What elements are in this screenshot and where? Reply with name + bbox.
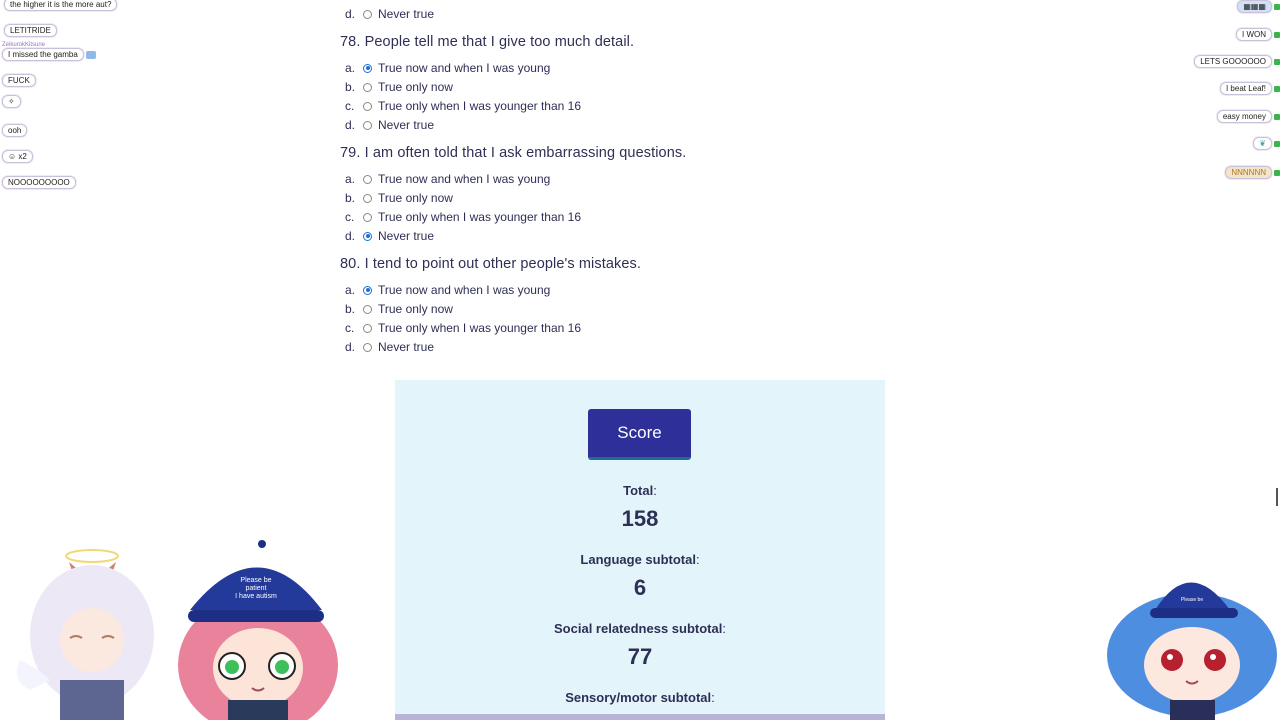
radio-78-d[interactable] <box>363 121 372 130</box>
chat-message <box>2 144 33 163</box>
avatar-overlay-left <box>0 540 345 720</box>
svg-text:Please be: Please be <box>1180 597 1204 603</box>
option-80-a[interactable] <box>345 281 550 299</box>
option-letter: c. <box>345 210 355 224</box>
option-label: True only when I was younger than 16 <box>378 321 582 335</box>
option-79-c[interactable] <box>345 208 581 226</box>
option-letter: a. <box>345 172 356 186</box>
chat-bubble: the higher it is the more aut? <box>4 0 117 11</box>
badge-icon <box>1274 170 1280 176</box>
option-letter: b. <box>345 80 356 94</box>
chat-message <box>4 0 117 11</box>
radio-80-b[interactable] <box>363 305 372 314</box>
option-label: Never true <box>378 7 435 21</box>
option-label: True only now <box>378 191 453 205</box>
question-title-78 <box>340 34 634 50</box>
chat-bubble-emote: ❦ <box>1253 137 1272 150</box>
emote-icon: ☺ <box>8 152 17 161</box>
badge-icon <box>1274 86 1280 92</box>
radio-80-d[interactable] <box>363 343 372 352</box>
radio-78-a[interactable] <box>363 64 372 73</box>
option-80-b[interactable] <box>345 300 453 318</box>
badge-icon <box>1274 114 1280 120</box>
option-79-a[interactable] <box>345 170 550 188</box>
option-label: True only now <box>378 302 453 316</box>
option-label: True only when I was younger than 16 <box>378 210 582 224</box>
chat-message <box>1210 0 1280 13</box>
avatar-overlay-right <box>1100 565 1280 720</box>
chat-bubble: I beat Leaf! <box>1220 82 1272 95</box>
question-text: People tell me that I give too much detail. <box>364 34 635 50</box>
chat-message <box>1180 76 1280 95</box>
option-79-b[interactable] <box>345 189 453 207</box>
chat-message <box>1180 22 1280 41</box>
white-haired-avatar <box>17 550 154 720</box>
radio-80-a[interactable] <box>363 286 372 295</box>
score-button[interactable]: Score <box>588 409 691 460</box>
radio-80-c[interactable] <box>363 324 372 333</box>
option-letter: b. <box>345 191 356 205</box>
option-letter: c. <box>345 321 355 335</box>
chat-bubble: ooh <box>2 124 27 137</box>
option-letter: a. <box>345 61 356 75</box>
radio-79-b[interactable] <box>363 194 372 203</box>
radio-79-a[interactable] <box>363 175 372 184</box>
pink-haired-avatar <box>178 540 338 720</box>
chat-bubble-emote: NNNNNN <box>1225 166 1272 179</box>
chat-bubble: LETS GOOOOOO <box>1194 55 1272 68</box>
chat-bubble: ☺ x2 <box>2 150 33 163</box>
chat-message <box>1160 49 1280 68</box>
chat-message <box>2 170 76 189</box>
radio-79-d[interactable] <box>363 232 372 241</box>
language-subtotal-value: 6 <box>633 575 647 600</box>
option-label: True only now <box>378 80 453 94</box>
chat-bubble: FUCK <box>2 74 36 87</box>
chat-bubble: I WON <box>1236 28 1272 41</box>
radio-77-d[interactable] <box>363 10 372 19</box>
emote-icon <box>86 51 96 59</box>
total-label: Total: <box>623 483 657 498</box>
option-label: True only when I was younger than 16 <box>378 99 582 113</box>
chat-bubble: NOOOOOOOOO <box>2 176 76 189</box>
total-value: 158 <box>621 506 659 531</box>
option-80-d[interactable] <box>345 338 434 356</box>
option-letter: b. <box>345 302 356 316</box>
badge-icon <box>1274 4 1280 10</box>
social-subtotal-value: 77 <box>627 644 653 669</box>
svg-text:I have autism: I have autism <box>235 593 277 600</box>
question-text: I tend to point out other people's mistakes. <box>364 256 641 272</box>
language-subtotal-label: Language subtotal: <box>580 552 700 567</box>
chat-bubble: I missed the gamba <box>2 48 84 61</box>
option-label: Never true <box>378 340 435 354</box>
question-title-79 <box>340 145 686 161</box>
question-number: 80. <box>340 256 361 272</box>
option-78-c[interactable] <box>345 97 581 115</box>
badge-icon <box>1274 141 1280 147</box>
cap-text: Please be <box>240 577 272 584</box>
chat-bubble-emote: ✧ <box>2 95 21 108</box>
sensory-subtotal-label: Sensory/motor subtotal: <box>565 690 715 705</box>
chat-username: ZeikurokKitsune <box>2 42 46 48</box>
option-letter: d. <box>345 7 356 21</box>
chat-message <box>2 95 21 108</box>
radio-79-c[interactable] <box>363 213 372 222</box>
option-letter: c. <box>345 99 355 113</box>
option-78-b[interactable] <box>345 78 453 96</box>
score-panel <box>395 380 885 720</box>
option-label: Never true <box>378 118 435 132</box>
chat-bubble: LETITRIDE <box>4 24 57 37</box>
option-label: True now and when I was young <box>378 283 551 297</box>
option-letter: d. <box>345 340 356 354</box>
option-78-d[interactable] <box>345 116 434 134</box>
option-79-d[interactable] <box>345 227 434 245</box>
option-label: True now and when I was young <box>378 61 551 75</box>
option-label: True now and when I was young <box>378 172 551 186</box>
question-title-80 <box>340 256 641 272</box>
option-letter: a. <box>345 283 356 297</box>
option-letter: d. <box>345 118 356 132</box>
chat-message <box>1180 131 1280 150</box>
question-text: I am often told that I ask embarrassing questions. <box>364 145 687 161</box>
chat-message <box>2 68 36 87</box>
chat-message <box>4 18 57 37</box>
chat-bubble: easy money <box>1217 110 1272 123</box>
svg-text:patient: patient <box>245 585 267 592</box>
radio-78-c[interactable] <box>363 102 372 111</box>
question-number: 78. <box>340 34 361 50</box>
option-80-c[interactable] <box>345 319 581 337</box>
chat-bubble-emote: ▦▦▦ <box>1237 0 1272 13</box>
option-77-d[interactable] <box>345 5 434 23</box>
chat-message <box>1180 104 1280 123</box>
badge-icon <box>1274 59 1280 65</box>
scrollbar-marker[interactable] <box>1276 488 1278 506</box>
option-78-a[interactable] <box>345 59 550 77</box>
bottom-bar <box>395 714 885 720</box>
option-label: Never true <box>378 229 435 243</box>
radio-78-b[interactable] <box>363 83 372 92</box>
chat-message <box>2 42 96 61</box>
option-letter: d. <box>345 229 356 243</box>
badge-icon <box>1274 32 1280 38</box>
social-subtotal-label: Social relatedness subtotal: <box>554 621 726 636</box>
chat-message <box>2 118 27 137</box>
blue-haired-avatar <box>1107 583 1277 720</box>
question-number: 79. <box>340 145 361 161</box>
chat-message <box>1160 160 1280 179</box>
